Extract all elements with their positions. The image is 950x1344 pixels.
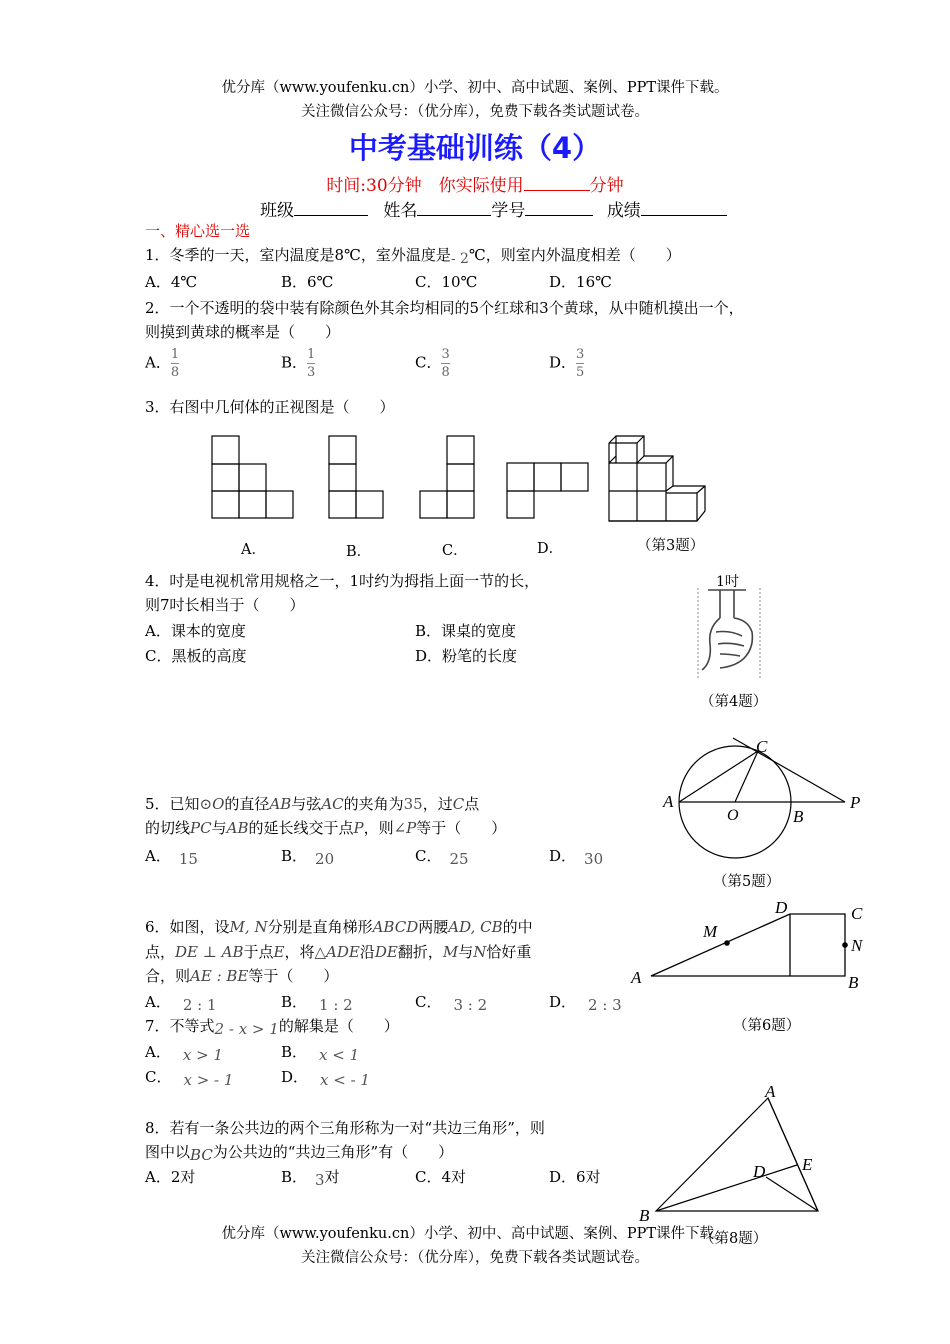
q8-option-a[interactable]: A．2对 bbox=[145, 1168, 196, 1186]
fraction-numerator: 1 bbox=[307, 347, 316, 362]
q1-math: - 2 bbox=[450, 251, 469, 267]
q7-t2: 的解集是（ ） bbox=[278, 1017, 399, 1035]
q6-point-m-dot bbox=[724, 940, 730, 946]
q7-value-a: x > 1 bbox=[182, 1046, 223, 1064]
q6-label-d: D． bbox=[549, 993, 577, 1011]
q6-m6: △ADE bbox=[314, 943, 360, 961]
q6-m5: E bbox=[273, 943, 285, 961]
q6-m10: AE : BE bbox=[190, 967, 249, 985]
q5-m3: AC bbox=[321, 795, 344, 813]
q8-line-be bbox=[656, 1165, 797, 1211]
q8-line-2 bbox=[145, 1141, 453, 1162]
q1-text-a: 1．冬季的一天，室内温度是8℃，室外温度是 bbox=[145, 246, 451, 264]
q2-fraction-a bbox=[171, 347, 179, 380]
q5-value-a: 15 bbox=[178, 850, 198, 868]
q6-t12: 合，则 bbox=[145, 967, 191, 985]
q4-option-d[interactable]: D．粉笔的长度 bbox=[415, 647, 518, 665]
q8-option-d[interactable]: D．6对 bbox=[549, 1168, 601, 1186]
q3-view-c bbox=[420, 436, 474, 518]
time-prefix: 时间:30分钟 你实际使用 bbox=[326, 176, 524, 196]
q1-text-b: ℃，则室内外温度相差（ ） bbox=[468, 246, 681, 264]
q5-t1: 5．已知 bbox=[145, 795, 200, 813]
q7-value-b: x < 1 bbox=[319, 1046, 360, 1064]
q6-value-d: 2 : 3 bbox=[588, 996, 622, 1014]
q1-option-d[interactable]: D．16℃ bbox=[549, 273, 612, 291]
q5-caption: （第5题） bbox=[713, 874, 781, 890]
time-line bbox=[0, 171, 950, 196]
q2-label-d: D． bbox=[549, 353, 577, 372]
q1-stem bbox=[145, 244, 681, 265]
q6-m7: DE bbox=[374, 943, 398, 961]
q6-t2: 分别是直角梯形 bbox=[267, 918, 373, 936]
q4-thumb-icon bbox=[690, 584, 770, 684]
q6-m3: AD, CB bbox=[448, 918, 503, 936]
q7-t1: 7．不等式 bbox=[145, 1017, 215, 1035]
q6-m4: DE ⊥ AB bbox=[175, 943, 244, 961]
q6-trapezoid bbox=[651, 914, 845, 976]
q4-caption: （第4题） bbox=[700, 694, 768, 710]
q7-option-a[interactable] bbox=[145, 1041, 223, 1062]
section-heading: 一、精心选一选 bbox=[145, 222, 251, 240]
q2-fraction-c bbox=[441, 347, 449, 380]
header-line-1: 优分库（www.youfenku.cn）小学、初中、高中试题、案例、PPT课件下载。 bbox=[221, 80, 729, 96]
q5-m1: ⊙O bbox=[199, 795, 225, 813]
q3-label-b[interactable]: B． bbox=[346, 544, 372, 560]
q3-view-d bbox=[507, 463, 588, 518]
q7-value-d: x < - 1 bbox=[320, 1071, 370, 1089]
q6-t3: 两腰 bbox=[418, 918, 449, 936]
class-blank[interactable] bbox=[294, 200, 368, 216]
fraction-numerator: 1 bbox=[170, 347, 180, 362]
q8-point-e: E bbox=[802, 1155, 813, 1174]
q6-m8: M bbox=[442, 943, 459, 961]
footer-line-2: 关注微信公众号：（优分库），免费下载各类试题试卷。 bbox=[301, 1250, 649, 1266]
q5-point-c: C bbox=[756, 737, 768, 756]
q5-option-d[interactable] bbox=[549, 845, 603, 866]
q6-point-m: M bbox=[703, 922, 718, 941]
q8-t2: 为公共边的“共边三角形”有（ ） bbox=[212, 1143, 454, 1161]
q5-value-b: 20 bbox=[315, 850, 335, 868]
q3-label-d[interactable]: D． bbox=[537, 541, 564, 557]
q3-stem: 3．右图中几何体的正视图是（ ） bbox=[145, 398, 395, 416]
q2-line-2: 则摸到黄球的概率是（ ） bbox=[145, 323, 341, 341]
q8-t1: 图中以 bbox=[145, 1143, 191, 1161]
q7-math: 2 - x > 1 bbox=[214, 1020, 279, 1038]
q6-label-a: A． bbox=[145, 993, 171, 1011]
q2-fraction-d bbox=[576, 347, 584, 380]
number-blank[interactable] bbox=[525, 200, 593, 216]
q7-label-a: A． bbox=[145, 1043, 171, 1061]
q2-option-c[interactable] bbox=[415, 347, 450, 380]
fraction-denominator: 8 bbox=[170, 365, 180, 380]
q8-triangle-abc bbox=[656, 1098, 818, 1211]
q6-m2: ABCD bbox=[372, 918, 419, 936]
score-label: 成绩 bbox=[606, 201, 641, 221]
q5-value-d: 30 bbox=[584, 850, 604, 868]
q3-solid bbox=[609, 436, 705, 521]
q5-value-c: 25 bbox=[449, 850, 469, 868]
q4-line-1: 4．吋是电视机常用规格之一，1吋约为拇指上面一节的长， bbox=[145, 572, 540, 590]
q5-line-1 bbox=[145, 793, 479, 814]
q8-line-1: 8．若有一条公共边的两个三角形称为一对“共边三角形”，则 bbox=[145, 1119, 545, 1137]
q5-point-p: P bbox=[850, 793, 861, 812]
q8-point-a: A bbox=[765, 1082, 776, 1101]
q3-figure bbox=[205, 432, 715, 532]
q8-option-c[interactable]: C．4对 bbox=[415, 1168, 467, 1186]
score-blank[interactable] bbox=[641, 200, 727, 216]
q7-stem bbox=[145, 1015, 399, 1036]
q5-t6: 点 bbox=[464, 795, 480, 813]
q4-figure-label: 1吋 bbox=[716, 574, 739, 590]
q7-option-d[interactable] bbox=[281, 1066, 370, 1087]
q2-label-b: B． bbox=[281, 353, 308, 372]
q6-value-a: 2 : 1 bbox=[182, 996, 217, 1014]
q5-label-a: A． bbox=[145, 847, 171, 865]
class-label: 班级 bbox=[260, 201, 294, 221]
q6-point-n-dot bbox=[842, 942, 848, 948]
q5-t9: 的延长线交于点 bbox=[248, 819, 354, 837]
q8-m1: BC bbox=[190, 1146, 213, 1164]
q6-point-n: N bbox=[851, 936, 863, 955]
q6-caption: （第6题） bbox=[733, 1018, 801, 1034]
q6-point-a: A bbox=[631, 968, 642, 987]
q6-t11: 恰好重 bbox=[486, 943, 532, 961]
q5-m2: AB bbox=[269, 795, 292, 813]
q8-label-b: B． bbox=[281, 1168, 308, 1186]
q2-label-c: C． bbox=[415, 353, 442, 372]
q5-m4: 35 bbox=[403, 795, 423, 813]
q1-option-c[interactable]: C．10℃ bbox=[415, 273, 478, 291]
q6-t4: 的中 bbox=[502, 918, 533, 936]
q6-option-c[interactable] bbox=[415, 991, 487, 1012]
q2-option-d[interactable] bbox=[549, 347, 584, 380]
q8-caption: （第8题） bbox=[700, 1231, 768, 1247]
name-blank[interactable] bbox=[417, 200, 491, 216]
q2-label-a: A． bbox=[145, 353, 171, 372]
q5-t10: ，则 bbox=[363, 819, 394, 837]
fraction-denominator: 5 bbox=[576, 365, 585, 380]
q4-option-c[interactable]: C．黑板的高度 bbox=[145, 647, 247, 665]
q6-option-d[interactable] bbox=[549, 991, 622, 1012]
q5-m7: AB bbox=[226, 819, 249, 837]
page-title: 中考基础训练（4） bbox=[348, 131, 602, 165]
q3-view-a bbox=[212, 436, 293, 518]
q5-point-b: B bbox=[793, 807, 804, 826]
q2-option-b[interactable] bbox=[281, 347, 315, 380]
q6-t5: 点， bbox=[145, 943, 176, 961]
q5-label-d: D． bbox=[549, 847, 577, 865]
q6-line-2 bbox=[145, 941, 531, 962]
q6-label-c: C． bbox=[415, 993, 442, 1011]
q3-label-a[interactable]: A． bbox=[241, 542, 266, 558]
q6-value-c: 3 : 2 bbox=[453, 996, 488, 1014]
q7-option-b[interactable] bbox=[281, 1041, 359, 1062]
q7-option-c[interactable] bbox=[145, 1066, 233, 1087]
q2-option-a[interactable] bbox=[145, 347, 179, 380]
q7-value-c: x > - 1 bbox=[183, 1071, 234, 1089]
q5-option-a[interactable] bbox=[145, 845, 198, 866]
q5-t4: 的夹角为 bbox=[343, 795, 404, 813]
q6-label-b: B． bbox=[281, 993, 308, 1011]
q5-option-c[interactable] bbox=[415, 845, 469, 866]
q5-m5: C bbox=[452, 795, 465, 813]
q5-t3: 与弦 bbox=[291, 795, 322, 813]
q7-label-b: B． bbox=[281, 1043, 308, 1061]
q5-figure bbox=[655, 732, 870, 867]
q6-point-b: B bbox=[848, 973, 859, 992]
q6-t1: 6．如图，设 bbox=[145, 918, 230, 936]
fraction-numerator: 3 bbox=[576, 347, 585, 362]
q3-view-b bbox=[329, 436, 383, 518]
q1-option-b[interactable]: B．6℃ bbox=[281, 273, 334, 291]
q5-t8: 与 bbox=[211, 819, 227, 837]
time-blank[interactable] bbox=[524, 176, 590, 191]
q8-point-b: B bbox=[639, 1206, 650, 1223]
q5-point-a: A bbox=[663, 792, 674, 811]
q6-point-c: C bbox=[851, 904, 863, 923]
q7-label-d: D． bbox=[281, 1068, 309, 1086]
q6-t6: 于点 bbox=[243, 943, 274, 961]
q4-line-2: 则7吋长相当于（ ） bbox=[145, 596, 305, 614]
q8-point-d: D bbox=[753, 1162, 766, 1181]
q3-caption: （第3题） bbox=[637, 538, 705, 554]
q6-option-b[interactable] bbox=[281, 991, 353, 1012]
q5-label-b: B． bbox=[281, 847, 308, 865]
q4-option-b[interactable]: B．课桌的宽度 bbox=[415, 622, 517, 640]
header-line-2: 关注微信公众号：（优分库），免费下载各类试题试卷。 bbox=[301, 104, 649, 120]
q4-option-a[interactable]: A．课本的宽度 bbox=[145, 622, 246, 640]
q5-m8: P bbox=[353, 819, 364, 837]
q6-m1: M, N bbox=[229, 918, 268, 936]
q6-line-1 bbox=[145, 916, 533, 937]
q5-label-c: C． bbox=[415, 847, 442, 865]
footer-line-1: 优分库（www.youfenku.cn）小学、初中、高中试题、案例、PPT课件下载。 bbox=[221, 1226, 729, 1242]
q1-option-a[interactable]: A．4℃ bbox=[145, 273, 198, 291]
q2-fraction-b bbox=[307, 347, 315, 380]
q6-value-b: 1 : 2 bbox=[319, 996, 353, 1014]
q8-figure bbox=[635, 1078, 825, 1223]
q5-t2: 的直径 bbox=[224, 795, 270, 813]
time-suffix: 分钟 bbox=[589, 176, 624, 196]
q8-unit-b: 对 bbox=[324, 1168, 340, 1186]
q5-t5: ，过 bbox=[422, 795, 453, 813]
q7-label-c: C． bbox=[145, 1068, 172, 1086]
q6-t7: ，将 bbox=[284, 943, 315, 961]
q6-t10: 与 bbox=[458, 943, 474, 961]
info-line bbox=[260, 196, 727, 221]
fraction-denominator: 8 bbox=[441, 365, 450, 380]
q3-label-c[interactable]: C． bbox=[442, 543, 468, 559]
q6-t13: 等于（ ） bbox=[248, 967, 339, 985]
q6-t9: 翻折， bbox=[397, 943, 443, 961]
q6-figure bbox=[625, 895, 870, 1000]
q6-option-a[interactable] bbox=[145, 991, 217, 1012]
q5-point-o: O bbox=[727, 807, 739, 824]
q5-line-2 bbox=[145, 817, 506, 838]
q6-line-3 bbox=[145, 965, 338, 986]
q8-value-b: 3 bbox=[315, 1171, 325, 1189]
q5-option-b[interactable] bbox=[281, 845, 334, 866]
q5-m9: ∠P bbox=[393, 819, 417, 837]
fraction-numerator: 3 bbox=[441, 347, 450, 362]
number-label: 学号 bbox=[491, 201, 526, 221]
q5-t11: 等于（ ） bbox=[416, 819, 507, 837]
q5-t7: 的切线 bbox=[145, 819, 191, 837]
q6-m9: N bbox=[473, 943, 487, 961]
fraction-denominator: 3 bbox=[307, 365, 316, 380]
q6-point-d: D bbox=[775, 898, 788, 917]
q8-option-b[interactable] bbox=[281, 1166, 340, 1187]
q6-t8: 沿 bbox=[359, 943, 375, 961]
q5-m6: PC bbox=[190, 819, 212, 837]
name-label: 姓名 bbox=[383, 201, 418, 221]
q2-line-1: 2．一个不透明的袋中装有除颜色外其余均相同的5个红球和3个黄球，从中随机摸出一个， bbox=[145, 299, 744, 317]
